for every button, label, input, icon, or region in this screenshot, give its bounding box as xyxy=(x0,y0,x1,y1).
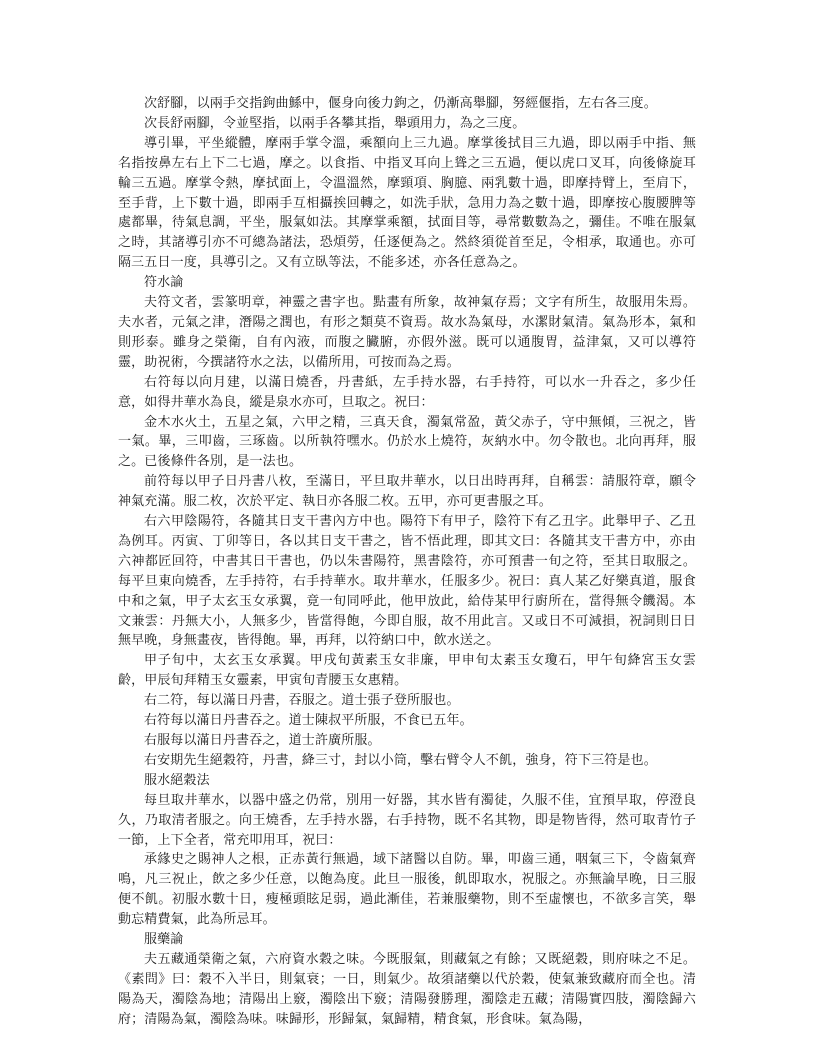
paragraph: 甲子旬中，太玄玉女承翼。甲戌旬黃素玉女非廉，甲申旬太素玉女瓊石，甲午旬絳宮玉女雲齡，甲辰旬拜精玉女靈素，甲寅旬青腰玉女惠精。 xyxy=(118,653,696,689)
paragraph: 右符每以滿日丹書吞之。道士陳叔平所服，不食已五年。 xyxy=(144,713,473,729)
paragraph: 承緣史之賜神人之根，正赤黃行無過，域下諸醫以自防。畢，叩齒三通，咽氣三下，令齒氣齊鳴，凡三祝止，飲之多少任意，以飽為度。此旦一服後，飢即取水，祝服之。亦無論早晚，日三服便不飢。初服水數十日，瘦極頭眩足弱，過此漸佳，若兼服藥物，則不至虛懷也，不欲多言笑，舉動忘精費氣，此為所忌耳。 xyxy=(118,852,696,928)
section-heading: 符水論 xyxy=(144,275,184,291)
paragraph: 右服每以滿日丹書吞之，道士許廣所服。 xyxy=(144,733,381,748)
paragraph: 夫五藏通榮衛之氣，六府資水穀之味。今既服氣，則藏氣之有餘；又既絕穀，則府味之不足。《素問》曰：穀不入半日，則氣衰；一日，則氣少。故須諸藥以代於穀，使氣兼致藏府而全也。清陽為天，濁陰為地；清陽出上竅，濁陰出下竅；清陽發勝理，濁陰走五藏；清陽實四肢，濁陰歸六府；清陽為氣，濁陰為味。味歸形，形歸氣，氣歸精，精食氣，形食味。氣為陽， xyxy=(118,951,696,1027)
paragraph: 次舒腳，以兩手交指鉤曲鯀中，偃身向後力鉤之，仍漸高舉腳，努經偃指，左右各三度。 xyxy=(144,96,657,111)
paragraph: 右符每以向月建，以滿日燒香，丹書紙，左手持水器，右手持符，可以水一升吞之，多少任意，如得井華水為良，縱是泉水亦可，旦取之。祝曰： xyxy=(118,374,696,410)
paragraph: 金木水火土，五星之氣，六甲之精，三真天食，濁氣常盈，黃父赤子，守中無傾，三祝之，皆一氣。畢，三叩齒，三琢齒。以所執符嘿水。仍於水上燒符，灰納水中。勿令散也。北向再拜，服之。已後條件各別，是一法也。 xyxy=(118,414,696,470)
paragraph: 每旦取井華水，以器中盛之仍常，別用一好器，其水皆有濁徒，久服不佳，宜預早取，停澄良久，乃取清者服之。向王燒香，左手持水器，右手持物，既不名其物，即是物皆得，然可取青竹子一節，上下全者，常充叩用耳，祝曰： xyxy=(118,792,696,848)
paragraph: 右安期先生絕穀符，丹書，絳三寸，封以小筒，擊右臂令人不飢，強身，符下三符是也。 xyxy=(144,752,657,768)
paragraph: 前符每以甲子日丹書八枚，至滿日，平旦取井華水，以日出時再拜，自稱雲：請服符章，願令神氣充滿。服二枚，次於平定、執日亦各服二枚。五甲，亦可更書服之耳。 xyxy=(118,474,696,510)
paragraph: 夫符文者，雲篆明章，神靈之書字也。點畫有所象，故神氣存焉；文字有所生，故服用朱焉。夫水者，元氣之津，潛陽之潤也，有形之類莫不資焉。故水為氣母，水潔財氣清。氣為形本，氣和則形泰。雖身之榮衛，自有內液，而腹之臟腑，亦假外滋。既可以通腹胃，益津氣，又可以導符靈，助祝術，今撰諸符水之法，以備所用，可按而為之焉。 xyxy=(118,295,696,370)
document-page xyxy=(118,94,696,1030)
paragraph: 右二符，每以滿日丹書，吞服之。道士張子登所服也。 xyxy=(144,693,460,709)
paragraph: 次長舒兩腳，令並堅指，以兩手各攀其指，舉頭用力，為之三度。 xyxy=(144,115,526,131)
section-heading: 服水絕穀法 xyxy=(144,772,210,788)
paragraph: 右六甲陰陽符，各隨其日支干書內方中也。陽符下有甲子，陰符下有乙丑字。此舉甲子、乙丑為例耳。丙寅、丁卯等日，各以其日支干書之，皆不悟此理，即其文曰：各隨其支干書方中，亦由六神都匠回符，中書其日干書也，仍以朱書陽符，黑書陰符，亦可預書一旬之符，至其日取服之。每平旦東向燒香，左手持符，右手持華水。取井華水，任服多少。祝曰：真人某乙好樂真道，服食中和之氣，甲子太玄玉女承翼，竟一旬同呼此，他甲放此，給侍某甲行廚所在，當得無令饑渴。本文兼雲：丹無大小，人無多少，皆當得飽，今即自服，故不用此言。又或日不可減損，祝詞則日日無早晚，身無畫夜，皆得飽。畢，再拜，以符納口中，飲水送之。 xyxy=(118,514,696,649)
paragraph: 導引畢，平坐縱體，摩兩手掌令溫，乘額向上三九過。摩掌後拭目三九過，即以兩手中指、無名指按鼻左右上下二七過，摩之。以食指、中指叉耳向上聳之三五過，便以虎口叉耳，向後條旋耳輪三五過。摩掌令熱，摩拭面上，令溫溫然，摩頸項、胸臆、兩乳數十過，即摩持臂上，至肩下，至手背，上下數十過，即兩手互相攝挨回轉之，如洗手狀，急用力為之數十過，即摩按心腹腰脾等處都畢，待氣息調，平坐，服氣如法。其摩掌乘額，拭面目等，尋常數數為之，彌佳。不唯在服氣之時，其諸導引亦不可總為諸法，恐煩勞，任逐便為之。然終須從首至足，令相承，取通也。亦可隔三五日一度，具導引之。又有立臥等法，不能多述，亦各任意為之。 xyxy=(118,135,696,271)
section-heading: 服藥論 xyxy=(144,932,184,948)
